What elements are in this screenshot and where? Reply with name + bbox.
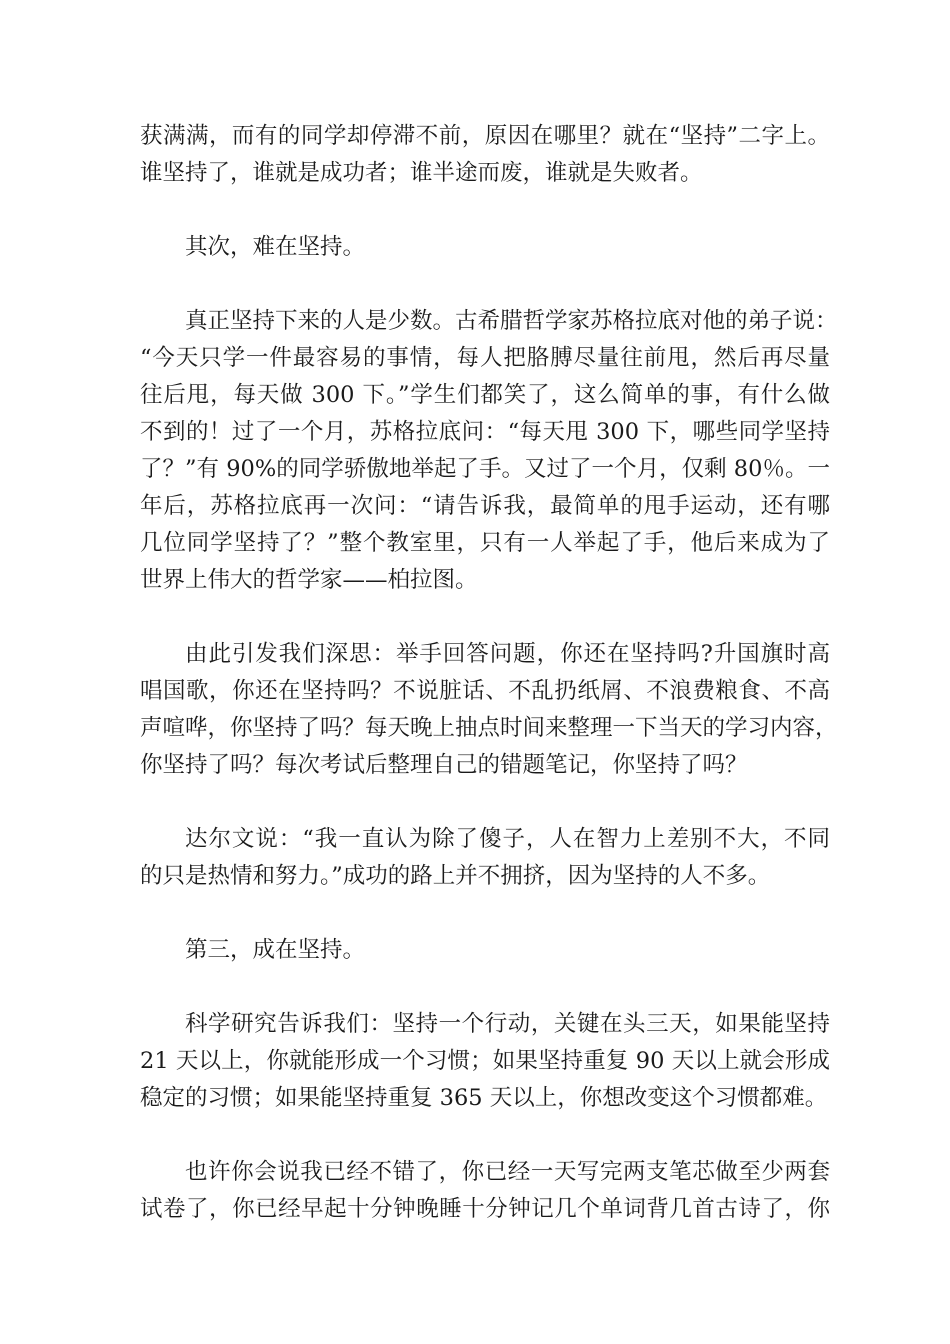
text-line: “今天只学一件最容易的事情，每人把胳膊尽量往前甩，然后再尽量	[140, 345, 830, 371]
section-heading: 第三，成在坚持。	[185, 937, 366, 963]
paragraph-7	[140, 1006, 830, 1117]
paragraph-8	[140, 1154, 830, 1228]
section-heading: 其次，难在坚持。	[185, 234, 366, 260]
paragraph-4	[140, 636, 838, 784]
paragraph-2-heading	[140, 229, 830, 266]
paragraph-1	[140, 118, 830, 192]
text-line: 谁坚持了，谁就是成功者；谁半途而废，谁就是失败者。	[140, 160, 703, 186]
text-line: 不到的！过了一个月，苏格拉底问：“每天甩 300 下，哪些同学坚持	[140, 419, 830, 445]
text-line: 达尔文说：“我一直认为除了傻子，人在智力上差别不大，不同	[185, 826, 830, 852]
document-body	[140, 118, 838, 1265]
text-line: 了？”有 90%的同学骄傲地举起了手。又过了一个月，仅剩 80％。一	[140, 456, 830, 482]
text-line: 真正坚持下来的人是少数。古希腊哲学家苏格拉底对他的弟子说：	[185, 308, 838, 334]
text-line: 世界上伟大的哲学家——柏拉图。	[140, 567, 478, 593]
text-line: 由此引发我们深思：举手回答问题，你还在坚持吗?升国旗时高	[185, 641, 830, 667]
text-line: 唱国歌，你还在坚持吗？不说脏话、不乱扔纸屑、不浪费粮食、不高	[140, 678, 830, 704]
text-line: 你坚持了吗？每次考试后整理自己的错题笔记，你坚持了吗？	[140, 752, 748, 778]
text-line: 往后甩，每天做 300 下。”学生们都笑了，这么简单的事，有什么做	[140, 382, 830, 408]
paragraph-3	[140, 303, 838, 599]
text-line: 稳定的习惯；如果能坚持重复 365 天以上，你想改变这个习惯都难。	[140, 1085, 828, 1111]
text-line: 几位同学坚持了？”整个教室里，只有一人举起了手，他后来成为了	[140, 530, 830, 556]
text-line: 年后，苏格拉底再一次问：“请告诉我，最简单的甩手运动，还有哪	[140, 493, 830, 519]
text-line: 试卷了，你已经早起十分钟晚睡十分钟记几个单词背几首古诗了，你	[140, 1196, 830, 1222]
paragraph-6-heading	[140, 932, 830, 969]
text-line: 也许你会说我已经不错了，你已经一天写完两支笔芯做至少两套	[185, 1159, 830, 1185]
text-line: 声喧哗，你坚持了吗？每天晚上抽点时间来整理一下当天的学习内容，	[140, 715, 838, 741]
text-line: 21 天以上，你就能形成一个习惯；如果坚持重复 90 天以上就会形成	[140, 1048, 830, 1074]
paragraph-5	[140, 821, 830, 895]
text-line: 科学研究告诉我们：坚持一个行动，关键在头三天，如果能坚持	[185, 1011, 830, 1037]
text-line: 获满满，而有的同学却停滞不前，原因在哪里？就在“坚持”二字上。	[140, 123, 830, 149]
text-line: 的只是热情和努力。”成功的路上并不拥挤，因为坚持的人不多。	[140, 863, 771, 889]
